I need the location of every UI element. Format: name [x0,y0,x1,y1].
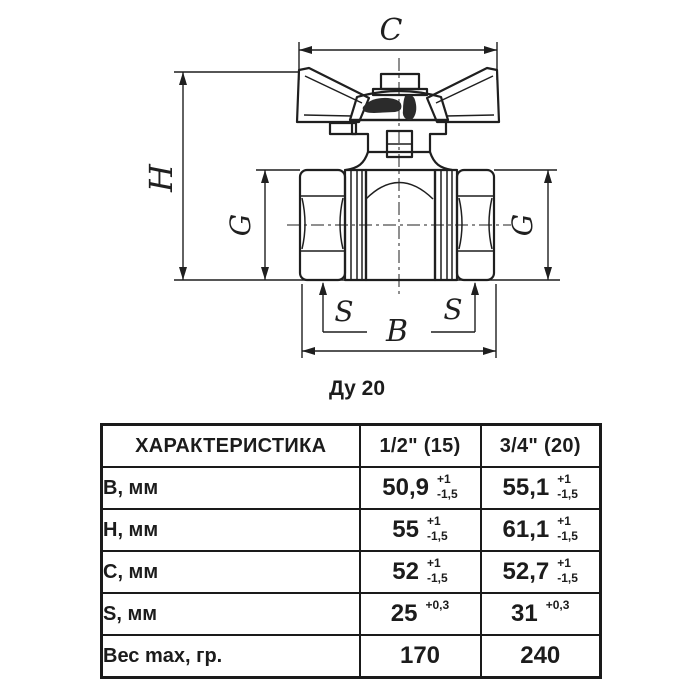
spec-table [100,423,602,679]
neck-left [346,152,368,170]
table-row-weight [102,635,601,678]
tolerance: +1 -1,5 [557,514,578,543]
table-row-h [102,509,601,551]
value-cell [481,551,601,593]
value: 240 [520,642,561,669]
value-cell [360,467,481,509]
valve-outline [297,68,499,280]
handle-wing-left [297,68,369,122]
value: 50,9 [382,474,430,501]
dim-label-g-right: G [506,213,539,237]
header-size-1-2: 1/2" (15) [360,425,481,468]
tolerance: +1 -1,5 [427,514,448,543]
value: 55 [392,516,419,543]
tolerance: +1 -1,5 [557,556,578,585]
drawing-caption: Ду 20 [328,377,386,400]
table-row-b [102,467,601,509]
row-label: C, мм [102,551,360,593]
value-cell [481,509,601,551]
value-cell [481,593,601,635]
dim-label-s-right: S [443,293,463,326]
value-cell [360,551,481,593]
table-row-c [102,551,601,593]
neck-right [430,152,452,170]
value-cell [481,635,601,678]
value: 52 [392,558,419,585]
value-cell [360,593,481,635]
dim-label-s-left: S [334,295,354,328]
dim-label-g-left: G [224,213,257,237]
spec-table-header-row [102,425,601,468]
value: 25 [390,600,418,627]
dim-label-b: B [385,314,409,349]
tolerance: +1 -1,5 [557,472,578,501]
stem-cap [381,74,419,89]
tolerance: +0,3 [545,598,570,612]
row-label: S, мм [102,593,360,635]
dim-label-h: H [142,164,180,192]
tolerance: +0,3 [425,598,450,612]
row-label: H, мм [102,509,360,551]
row-label: B, мм [102,467,360,509]
value: 31 [511,600,538,627]
value: 170 [399,642,441,669]
value: 61,1 [502,516,550,543]
value: 55,1 [502,474,550,501]
value-cell [481,467,601,509]
value: 52,7 [502,558,550,585]
handle-markings [363,95,417,120]
table-row-s [102,593,601,635]
tolerance: +1 -1,5 [427,556,448,585]
row-label: Вес max, гр. [102,635,360,678]
header-characteristic: ХАРАКТЕРИСТИКА [102,425,360,468]
header-size-3-4: 3/4" (20) [481,425,601,468]
dim-label-c: C [379,13,403,48]
tolerance: +1 -1,5 [437,472,458,501]
value-cell [360,635,481,678]
value-cell [360,509,481,551]
